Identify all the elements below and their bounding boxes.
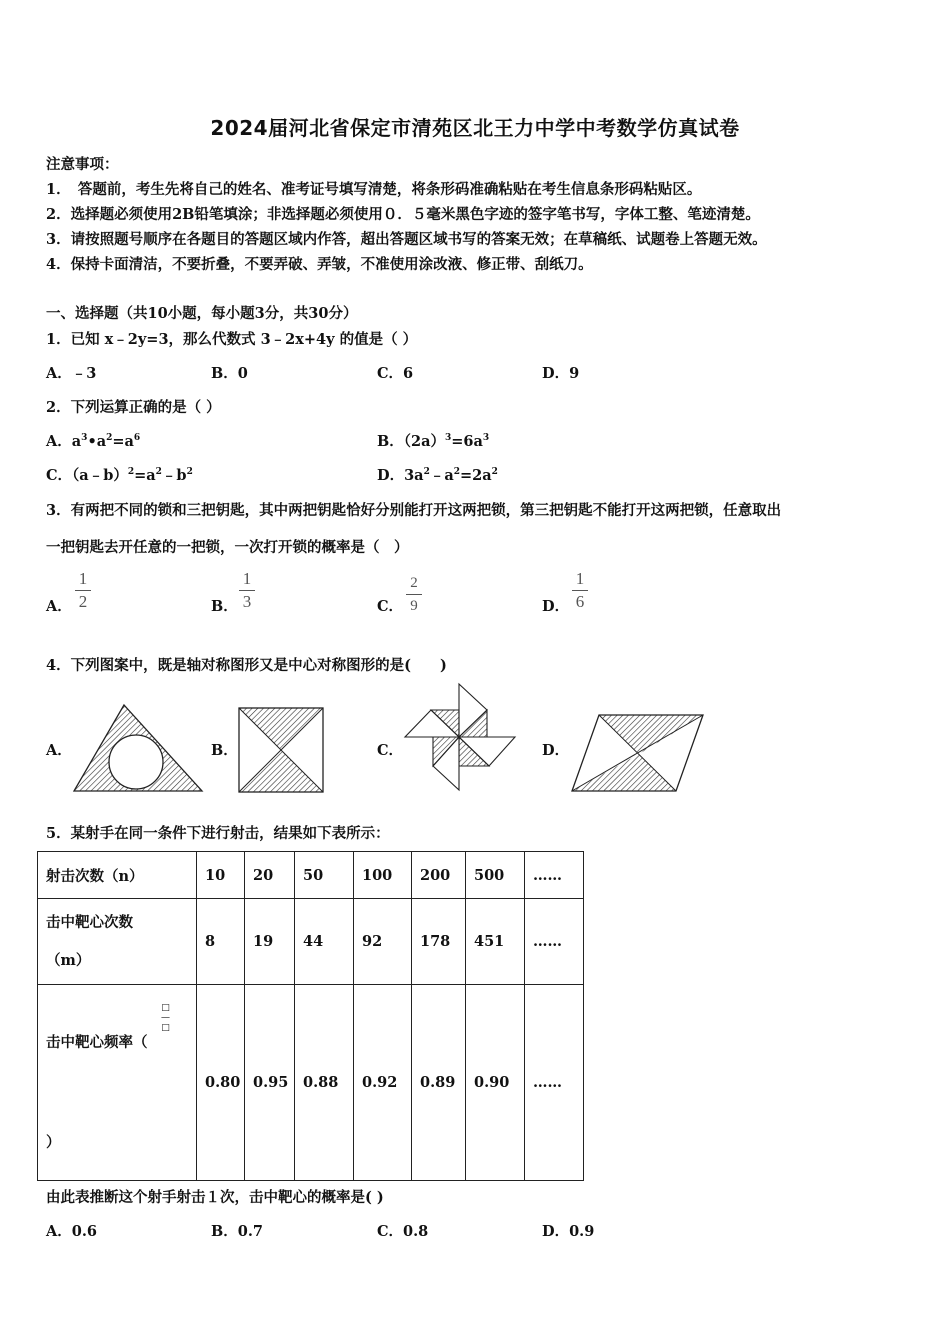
table-cell: 178 xyxy=(412,899,466,985)
q1-stem: 1．已知 x﹣2y=3，那么代数式 3﹣2x+4y 的值是（ ） xyxy=(46,331,418,348)
table-row xyxy=(38,852,584,899)
table-cell: 8 xyxy=(197,899,245,985)
q4-option-a-label: A． xyxy=(46,742,72,759)
notice-item: 2．选择题必须使用2B铅笔填涂；非选择题必须使用０．５毫米黑色字迹的签字笔书写，字体工整、笔迹清楚。 xyxy=(46,206,760,223)
table-cell: 20 xyxy=(245,852,295,899)
table-header-cell: □ — □ 击中靶心频率（ ） xyxy=(38,985,197,1181)
table-cell: 44 xyxy=(295,899,354,985)
q1-option-a: A．﹣3 xyxy=(46,365,97,382)
results-table xyxy=(37,851,584,1181)
table-cell: 0.89 xyxy=(412,985,466,1181)
q3-stem-line1: 3．有两把不同的锁和三把钥匙，其中两把钥匙恰好分别能打开这两把锁，第三把钥匙不能打开这两把锁，任意取出 xyxy=(46,502,782,519)
section-heading: 一、选择题（共10小题，每小题3分，共30分） xyxy=(46,305,358,322)
q3-option-a-label: A． xyxy=(46,598,72,615)
table-cell: 19 xyxy=(245,899,295,985)
table-cell: 10 xyxy=(197,852,245,899)
q2-option-d: D．$3a^2﹣a^2=2a^2$ xyxy=(377,467,498,484)
q5-option-c: C．0.8 xyxy=(377,1223,429,1240)
figure-pinwheel xyxy=(403,682,519,794)
q1-option-c: C．6 xyxy=(377,365,414,382)
q3-option-c-fraction: 2 9 xyxy=(404,573,424,616)
notice-item: 1． 答题前，考生先将自己的姓名、准考证号填写清楚，将条形码准确粘贴在考生信息条形码粘贴区。 xyxy=(46,181,702,198)
q3-option-b-label: B． xyxy=(211,598,238,615)
page-title: 2024届河北省保定市清苑区北王力中学中考数学仿真试卷 xyxy=(210,116,740,140)
q3-option-b-fraction: 1 3 xyxy=(237,569,257,612)
q3-option-c-label: C． xyxy=(377,598,404,615)
figure-square-hourglass xyxy=(237,706,325,794)
table-cell: 500 xyxy=(466,852,525,899)
q4-option-b-label: B． xyxy=(211,742,238,759)
table-cell: …… xyxy=(525,852,584,899)
fraction-symbol-icon: □ — □ xyxy=(161,1003,170,1033)
q5-follow: 由此表推断这个射手射击１次，击中靶心的概率是( ) xyxy=(46,1189,384,1206)
table-cell: 0.88 xyxy=(295,985,354,1181)
table-row xyxy=(38,985,584,1181)
table-cell: 0.95 xyxy=(245,985,295,1181)
q4-stem: 4．下列图案中，既是轴对称图形又是中心对称图形的是( ) xyxy=(46,657,447,674)
table-cell: 100 xyxy=(354,852,412,899)
q3-option-a-fraction: 1 2 xyxy=(73,569,93,612)
figure-triangle-circle xyxy=(72,702,204,794)
table-header-cell: 击中靶心次数 （m） xyxy=(38,899,197,985)
q2-option-a: A．$a^3•a^2=a^6$ xyxy=(46,433,141,450)
table-cell: 0.80 xyxy=(197,985,245,1181)
q3-stem-line2: 一把钥匙去开任意的一把锁，一次打开锁的概率是（ ） xyxy=(46,539,409,556)
table-cell: …… xyxy=(525,899,584,985)
q2-stem: 2．下列运算正确的是（ ） xyxy=(46,399,221,416)
table-row xyxy=(38,899,584,985)
q1-option-d: D．9 xyxy=(542,365,580,382)
notice-heading: 注意事项： xyxy=(46,156,119,173)
q4-option-c-label: C． xyxy=(377,742,404,759)
q2-option-b: B．$(2a)^3=6a^3$ xyxy=(377,433,490,450)
q3-option-d-fraction: 1 6 xyxy=(570,569,590,612)
table-cell: 200 xyxy=(412,852,466,899)
table-cell: 0.92 xyxy=(354,985,412,1181)
table-cell: 92 xyxy=(354,899,412,985)
table-header-cell: 射击次数（n） xyxy=(38,852,197,899)
table-cell: 50 xyxy=(295,852,354,899)
q5-stem: 5．某射手在同一条件下进行射击，结果如下表所示： xyxy=(46,825,390,842)
table-cell: 0.90 xyxy=(466,985,525,1181)
q5-option-a: A．0.6 xyxy=(46,1223,97,1240)
q2-option-c: C．$(a﹣b)^2=a^2﹣b^2$ xyxy=(46,467,193,484)
table-cell: …… xyxy=(525,985,584,1181)
q1-option-b: B．0 xyxy=(211,365,248,382)
notice-item: 4．保持卡面清洁，不要折叠，不要弄破、弄皱，不准使用涂改液、修正带、刮纸刀。 xyxy=(46,256,593,273)
q5-option-b: B．0.7 xyxy=(211,1223,263,1240)
q4-option-d-label: D． xyxy=(542,742,570,759)
notice-item: 3．请按照题号顺序在各题目的答题区域内作答，超出答题区域书写的答案无效；在草稿纸、试题卷上答题无效。 xyxy=(46,231,767,248)
figure-parallelogram xyxy=(569,712,707,794)
q5-option-d: D．0.9 xyxy=(542,1223,595,1240)
q3-option-d-label: D． xyxy=(542,598,570,615)
table-cell: 451 xyxy=(466,899,525,985)
